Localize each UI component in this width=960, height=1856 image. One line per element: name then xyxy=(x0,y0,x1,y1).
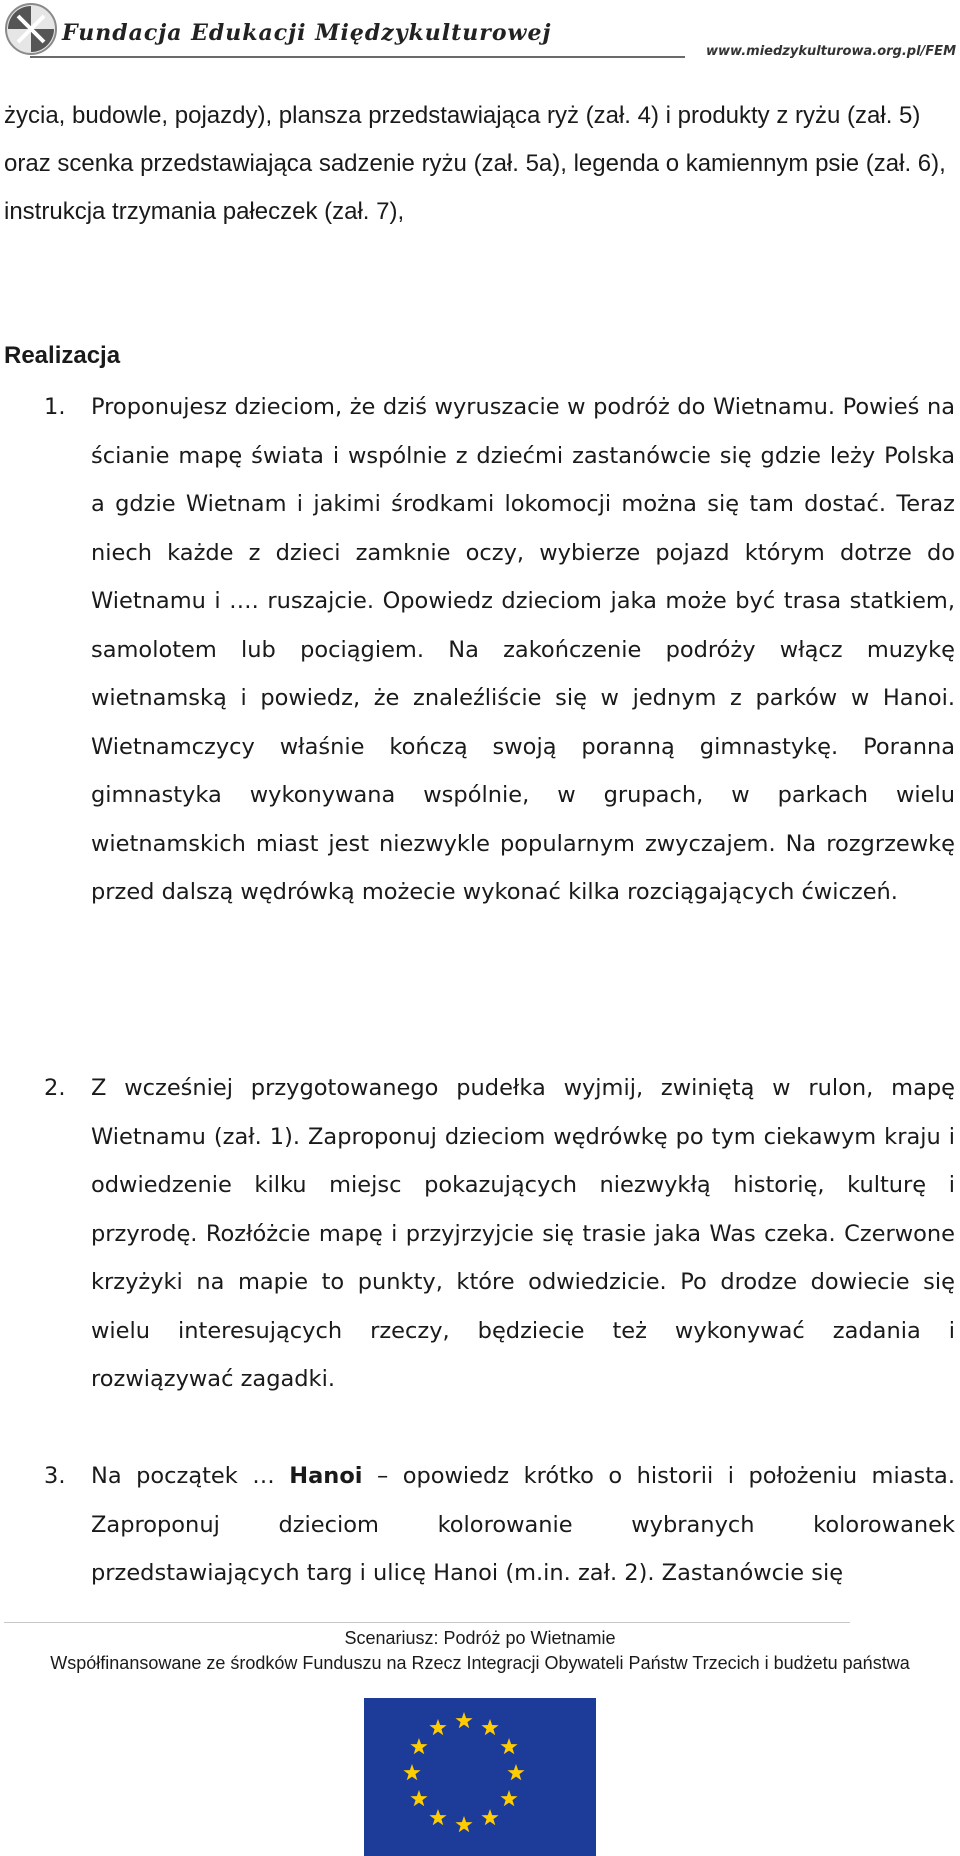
page-header xyxy=(0,0,960,62)
list-item-text-lead: Na początek … xyxy=(91,1463,290,1489)
list-item-text: Z wcześniej przygotowanego pudełka wyjmij, zwiniętą w rulon, mapę Wietnamu (zał. 1). Zaproponuj dzieciom wędrówkę po tym ciekawym kraju i odwiedzenie kilku miejsc pokazujących niezwykłą historię, kulturę i przyrodę. Rozłóżcie mapę i przyjrzyjcie się trasie jaka Was czeka. Czerwone krzyżyki na mapie to punkty, które odwiedzicie. Po drodze dowiecie się wielu interesujących rzeczy, będziecie też wykonywać zadania i rozwiązywać zagadki. xyxy=(91,1075,955,1392)
organization-name: Fundacja Edukacji Międzykulturowej xyxy=(62,20,552,46)
list-item-number: 2. xyxy=(44,1075,66,1101)
header-url: www.miedzykulturowa.org.pl/FEM xyxy=(706,44,956,59)
list-item-number: 1. xyxy=(44,394,66,420)
section-heading: Realizacja xyxy=(4,342,121,369)
footer-funding-note: Współfinansowane ze środków Funduszu na Rzecz Integracji Obywateli Państw Trzecich i budżetu państwa xyxy=(50,1653,910,1673)
list-item-text: Proponujesz dzieciom, że dziś wyruszacie w podróż do Wietnamu. Powieś na ścianie mapę świata i wspólnie z dziećmi zastanówcie się gdzie leży Polska a gdzie Wietnam i jakimi środkami lokomocji można się tam dostać. Teraz niech każde z dzieci zamknie oczy, wybierze pojazd którym dotrze do Wietnamu i …. ruszajcie. Opowiedz dzieciom jaka może być trasa statkiem, samolotem lub pociągiem. Na zakończenie podróży włącz muzykę wietnamską i powiedz, że znaleźliście się w jednym z parków w Hanoi. Wietnamczycy właśnie kończą swoją poranną gimnastykę. Poranna gimnastyka wykonywana wspólnie, w grupach, w parkach wielu wietnamskich miast jest niezwykle popularnym zwyczajem. Na rozgrzewkę przed dalszą wędrówką możecie wykonać kilka rozciągających ćwiczeń. xyxy=(91,394,955,905)
list-item-text-rest: – opowiedz krótko o historii i położeniu miasta. Zaproponuj dzieciom kolorowanie wybranych kolorowanek przedstawiających targ i ulicę Hanoi (m.in. zał. 2). Zastanówcie się xyxy=(91,1463,956,1586)
footer-divider xyxy=(4,1622,850,1623)
place-name: Hanoi xyxy=(289,1463,363,1489)
intro-paragraph: życia, budowle, pojazdy), plansza przedstawiająca ryż (zał. 4) i produkty z ryżu (zał. 5) oraz scenka przedstawiająca sadzenie ryżu (zał. 5a), legenda o kamiennym psie (zał. 6), instrukcja trzymania pałeczek (zał. 7), xyxy=(4,102,946,225)
list-item-text xyxy=(91,1452,955,1598)
footer-title: Scenariusz: Podróż po Wietnamie xyxy=(344,1628,616,1648)
foundation-logo-icon xyxy=(4,2,58,56)
list-item-number: 3. xyxy=(44,1463,66,1489)
eu-flag-icon xyxy=(364,1698,596,1856)
header-divider xyxy=(30,56,685,58)
flag-background xyxy=(364,1698,596,1856)
